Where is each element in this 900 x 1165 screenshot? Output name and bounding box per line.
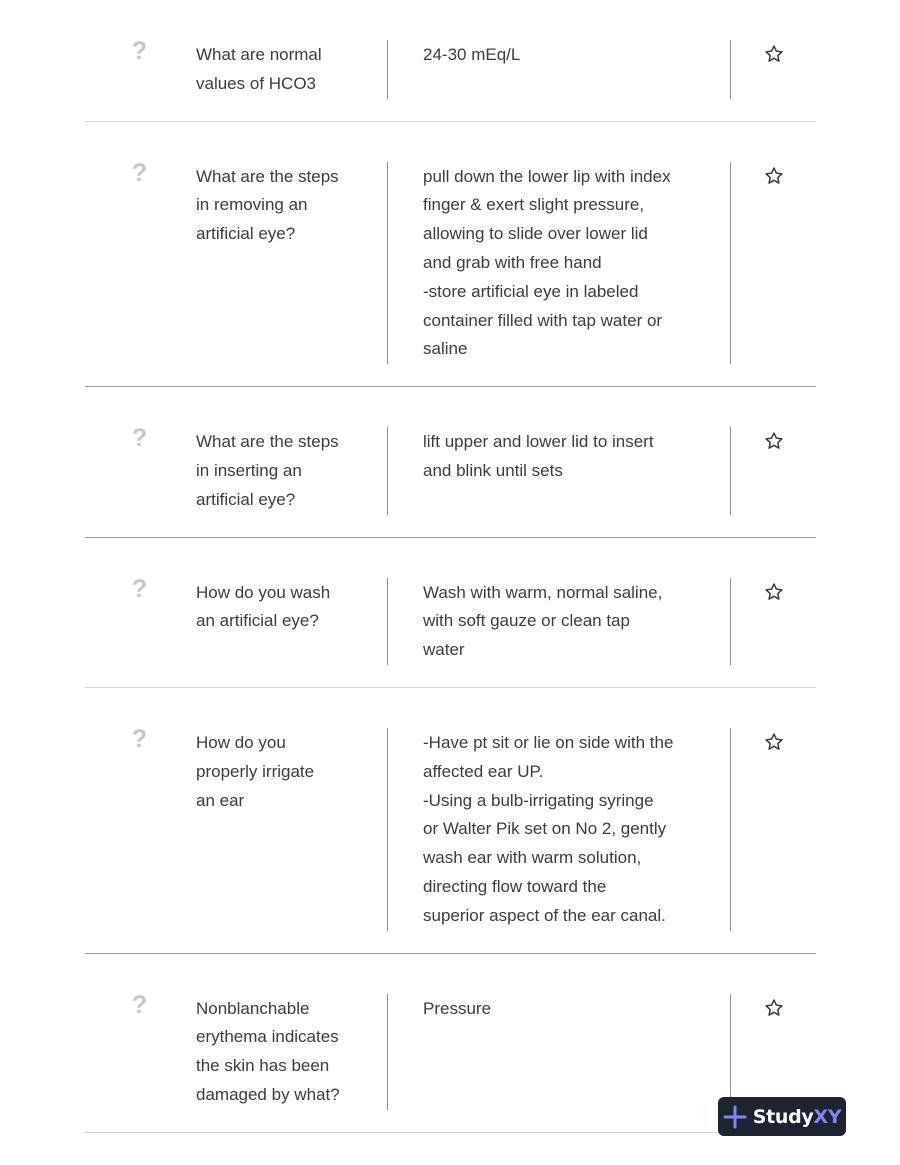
term-line: artificial eye? [196,224,296,244]
term-line: damaged by what? [196,1084,340,1104]
question-mark-icon: ? [131,574,148,603]
question-mark-icon: ? [131,424,148,453]
term-line: What are the steps [196,432,339,452]
definition-line: with soft gauze or clean tap [423,611,630,631]
flashcard-row [85,387,816,537]
flashcard-definition [388,163,730,365]
star-icon[interactable] [731,578,816,665]
definition-line: and blink until sets [423,460,563,480]
flashcard-row [85,538,816,688]
star-icon[interactable] [731,162,816,365]
flashcard-definition [388,428,730,514]
brand-name: StudyXY [752,1105,842,1128]
definition-line: -Have pt sit or lie on side with the [423,732,674,752]
definition-line: Wash with warm, normal saline, [423,582,663,602]
definition-line: or Walter Pik set on No 2, gently [423,819,667,839]
flashcard-row [85,122,816,388]
term-line: artificial eye? [196,489,296,509]
flashcard-list [85,0,816,1133]
flashcard-definition [388,41,730,99]
term-line: properly irrigate [196,761,315,781]
flashcard-definition [388,995,730,1110]
question-mark-icon: ? [131,37,148,65]
term-line: an ear [196,790,245,810]
term-line: What are normal [196,45,322,64]
definition-line: Pressure [423,998,492,1018]
definition-line: wash ear with warm solution, [423,848,642,868]
studyxy-logo[interactable] [718,1097,846,1136]
star-icon[interactable] [731,427,816,514]
term-line: How do you [196,732,286,752]
definition-line: -store artificial eye in labeled [423,281,639,301]
term-line: in removing an [196,195,308,215]
definition-line: superior aspect of the ear canal. [423,905,666,925]
flashcard-term [196,729,387,931]
term-line: in inserting an [196,460,302,480]
definition-line: lift upper and lower lid to insert [423,432,654,452]
definition-line: affected ear UP. [423,761,544,781]
definition-line: finger & exert slight pressure, [423,195,645,215]
definition-line: 24-30 mEq/L [423,45,521,64]
term-line: values of HCO3 [196,73,316,93]
definition-line: water [423,640,465,660]
flashcard-term [196,428,387,514]
definition-line: directing flow toward the [423,876,607,896]
definition-line: saline [423,339,468,359]
term-line: How do you wash [196,582,331,602]
flashcard-term [196,41,387,99]
definition-line: and grab with free hand [423,252,602,272]
term-line: Nonblanchable [196,998,310,1018]
flashcard-term [196,163,387,365]
term-line: What are the steps [196,166,339,186]
definition-line: -Using a bulb-irrigating syringe [423,790,654,810]
definition-line: allowing to slide over lower lid [423,224,648,244]
star-icon[interactable] [731,40,816,99]
flashcard-row [85,954,816,1133]
flashcard-definition [388,729,730,931]
definition-line: container filled with tap water or [423,310,663,330]
flashcard-term [196,579,387,665]
term-line: an artificial eye? [196,611,319,631]
flashcard-row [85,0,816,122]
question-mark-icon: ? [131,158,148,187]
plus-icon [723,1105,747,1129]
star-icon[interactable] [731,994,816,1110]
term-line: the skin has been [196,1056,330,1076]
star-icon[interactable] [731,728,816,931]
definition-line: pull down the lower lip with index [423,166,671,186]
term-line: erythema indicates [196,1027,339,1047]
question-mark-icon: ? [131,724,148,753]
flashcard-term [196,995,387,1110]
flashcard-row [85,688,816,954]
flashcard-definition [388,579,730,665]
question-mark-icon: ? [131,990,148,1019]
